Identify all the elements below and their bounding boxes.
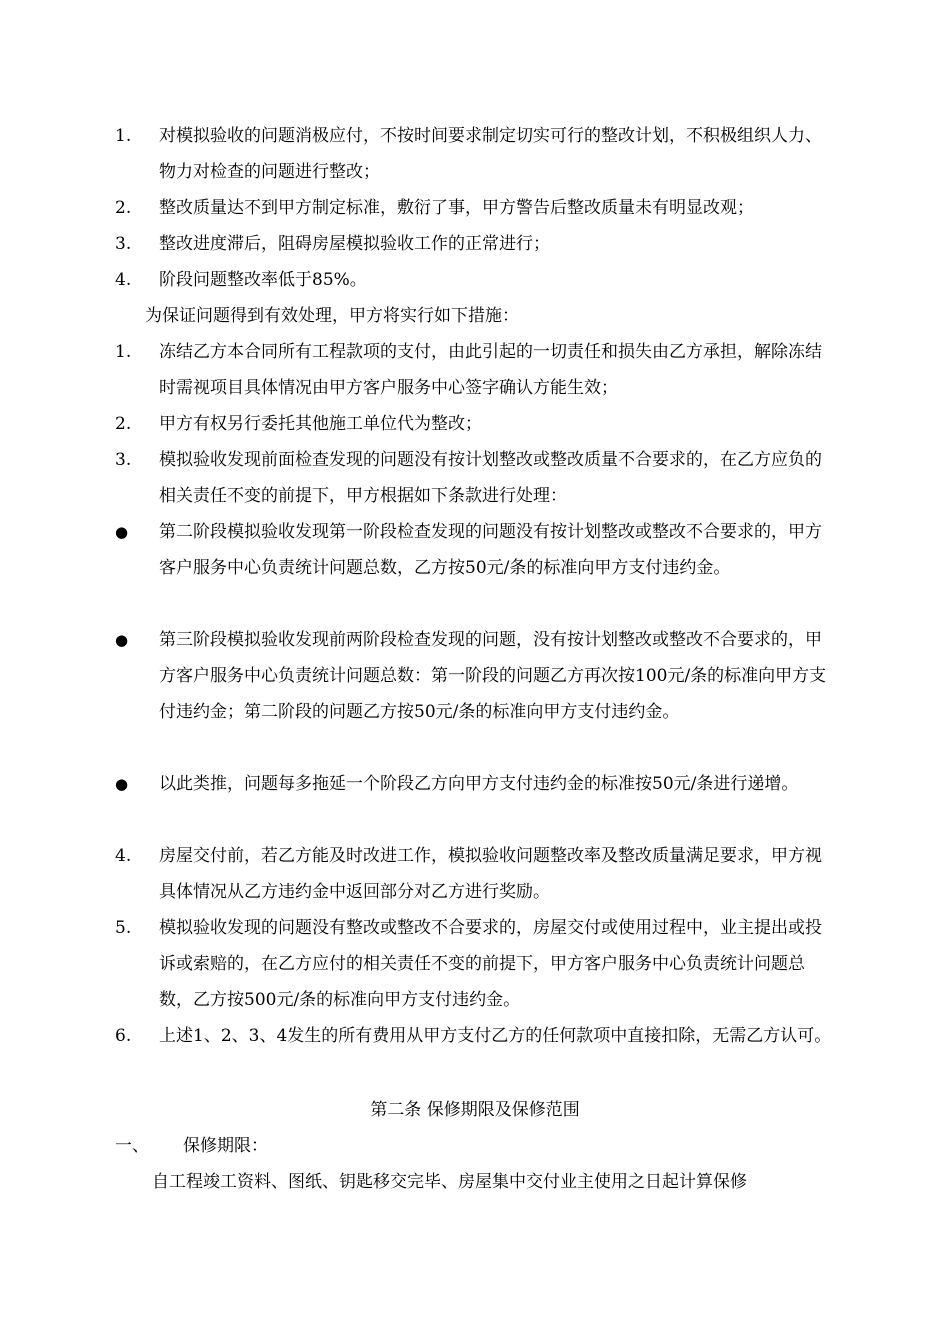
bullet-icon: ● [115, 631, 129, 649]
list-number: 1. [115, 126, 132, 146]
list-item [115, 262, 835, 298]
list-item-text: 阶段问题整改率低于85%。 [159, 270, 367, 290]
bullet-item-text: 以此类推，问题每多拖延一个阶段乙方向甲方支付违约金的标准按50元/条进行递增。 [159, 774, 799, 794]
bullet-item-text: 第三阶段模拟验收发现前两阶段检查发现的问题，没有按计划整改或整改不合要求的，甲方客户服务中心负责统计问题总数：第一阶段的问题乙方再次按100元/条的标准向甲方支付违约金；第二阶段的问题乙方按50元/条的标准向甲方支付违约金。 [159, 630, 827, 722]
list-item [115, 190, 835, 226]
list-item-text: 房屋交付前，若乙方能及时改进工作，模拟验收问题整改率及整改质量满足要求，甲方视具体情况从乙方违约金中返回部分对乙方进行奖励。 [159, 846, 822, 902]
list-number: 2. [115, 198, 132, 218]
measures-intro: 为保证问题得到有效处理，甲方将实行如下措施： [145, 306, 519, 326]
section-heading [115, 1128, 268, 1164]
list-item [115, 406, 835, 442]
final-paragraph: 自工程竣工资料、图纸、钥匙移交完毕、房屋集中交付业主使用之日起计算保修 [152, 1172, 747, 1192]
bullet-item-text: 第二阶段模拟验收发现第一阶段检查发现的问题没有按计划整改或整改不合要求的，甲方客户服务中心负责统计问题总数，乙方按50元/条的标准向甲方支付违约金。 [159, 522, 822, 578]
list-item [115, 838, 835, 910]
list-item-text: 对模拟验收的问题消极应付，不按时间要求制定切实可行的整改计划，不积极组织人力、物力对检查的问题进行整改； [159, 126, 822, 182]
list-number: 3. [115, 450, 132, 470]
list-number: 2. [115, 414, 132, 434]
list-item-text: 整改质量达不到甲方制定标准，敷衍了事，甲方警告后整改质量未有明显改观； [159, 198, 754, 218]
list-number: 5. [115, 918, 132, 938]
list-number: 1. [115, 342, 132, 362]
article-heading: 第二条 保修期限及保修范围 [370, 1100, 580, 1120]
list-item [115, 910, 835, 1018]
bullet-item [115, 622, 835, 730]
list-item-text: 模拟验收发现的问题没有整改或整改不合要求的，房屋交付或使用过程中，业主提出或投诉或索赔的，在乙方应付的相关责任不变的前提下，甲方客户服务中心负责统计问题总数，乙方按500元/条的标准向甲方支付违约金。 [159, 918, 822, 1010]
list-item [115, 442, 835, 514]
list-number: 6. [115, 1026, 132, 1046]
list-item-text: 整改进度滞后，阻碍房屋模拟验收工作的正常进行； [159, 234, 550, 254]
section-number: 一、 [115, 1136, 149, 1156]
bullet-item [115, 766, 835, 802]
bullet-item [115, 514, 835, 586]
list-number: 4. [115, 846, 132, 866]
bullet-icon: ● [115, 523, 129, 541]
bullet-icon: ● [115, 775, 129, 793]
list-item [115, 118, 835, 190]
list-item-text: 上述1、2、3、4发生的所有费用从甲方支付乙方的任何款项中直接扣除，无需乙方认可。 [159, 1026, 832, 1046]
list-item-text: 冻结乙方本合同所有工程款项的支付，由此引起的一切责任和损失由乙方承担，解除冻结时需视项目具体情况由甲方客户服务中心签字确认方能生效； [159, 342, 822, 398]
list-item [115, 334, 835, 406]
list-item-text: 甲方有权另行委托其他施工单位代为整改； [159, 414, 482, 434]
section-title: 保修期限： [183, 1136, 268, 1156]
list-item [115, 1018, 835, 1054]
list-number: 4. [115, 270, 132, 290]
list-item [115, 226, 835, 262]
list-number: 3. [115, 234, 132, 254]
list-item-text: 模拟验收发现前面检查发现的问题没有按计划整改或整改质量不合要求的，在乙方应负的相关责任不变的前提下，甲方根据如下条款进行处理： [159, 450, 822, 506]
